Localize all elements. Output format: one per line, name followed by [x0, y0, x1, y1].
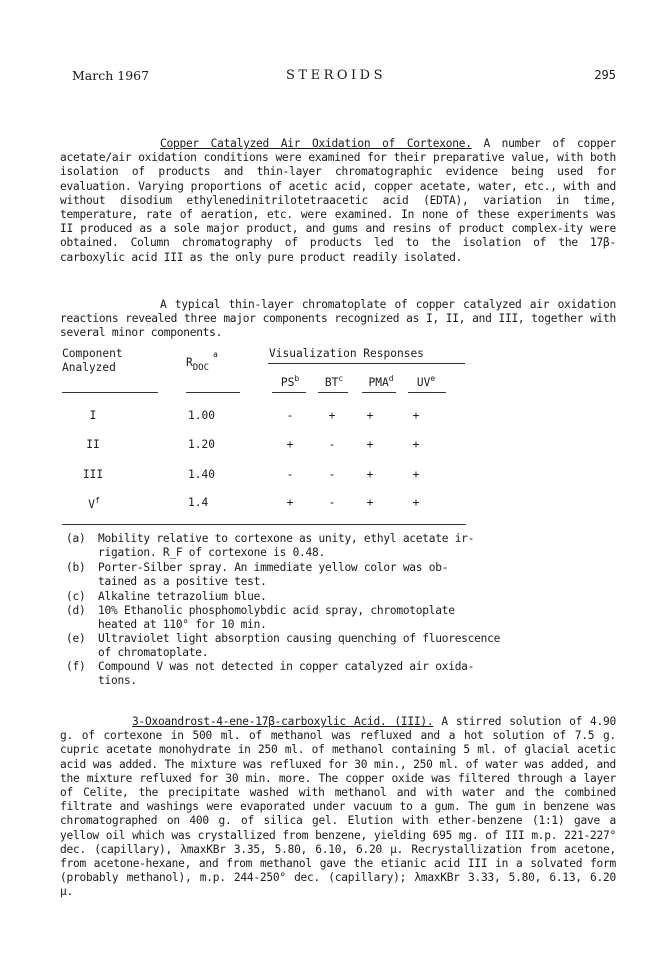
- cell-bt: -: [328, 438, 336, 451]
- r-subscript: DOC: [192, 363, 210, 373]
- cell-r: 1.4: [188, 496, 209, 509]
- rule-uv: [408, 392, 446, 393]
- cell-uv: +: [412, 496, 420, 509]
- sub-header-uv: $UV^e$: [416, 374, 436, 389]
- section-body: A stirred solution of 4.90 g. of cortexone in 500 ml. of methanol was refluxed and a hot solution of 7.5 g. cupric acetate monohydrate in 250 ml. of methanol containing 5 ml. of glacial acetic acid was added. The mixture was refluxed for 30 min., 250 ml. of water was added, and the mixture refluxed for 30 min. more. The copper oxide was filtered through a layer of Celite, the precipitate washed with methanol and with water and the combined filtrate and washings were evaporated under vacuum to a gum. The gum in benzene was chromatographed on 400 g. of silica gel. Elution with ether-benzene (1:1) gave a yellow oil which was crystallized from benzene, yielding 695 mg. of III m.p. 221-227° dec. (capillary), λmaxKBr 3.35, 5.80, 6.10, 6.20 μ. Recrystallization from acetone, from acetone-hexane, and from methanol gave the etianic acid III in a solvated form (probably methanol), m.p. 244-250° dec. (capillary); λmaxKBr 3.33, 5.80, 6.13, 6.20 μ.: [60, 715, 616, 899]
- sub-header-bt: $BT^c$: [324, 374, 344, 389]
- cell-ps: -: [286, 468, 294, 481]
- cell-r: 1.00: [188, 409, 215, 422]
- cell-pma: +: [366, 496, 374, 509]
- r-footnote-mark: a: [213, 350, 218, 359]
- header-journal: STEROIDS: [286, 68, 386, 83]
- cell-uv: +: [412, 409, 420, 422]
- paragraph-text: A typical thin-layer chromatoplate of copper catalyzed air oxidation reactions revealed three major components recognized as I, II, and III, together with several minor components.: [60, 298, 616, 340]
- cell-component: $V^f$: [88, 496, 100, 511]
- cell-pma: +: [366, 409, 374, 422]
- section-heading: 3-Oxoandrost-4-ene-17β-carboxylic Acid. (III).: [132, 715, 434, 728]
- cell-ps: +: [286, 438, 294, 451]
- cell-component: I: [89, 409, 97, 422]
- cell-ps: -: [286, 409, 294, 422]
- header-rule: [268, 363, 465, 364]
- column-header-r: [186, 350, 218, 373]
- cell-bt: -: [328, 468, 336, 481]
- sub-header-pma: PMA$^d$: [368, 374, 394, 389]
- rule-component: [62, 392, 158, 393]
- cell-uv: +: [412, 468, 420, 481]
- rule-bt: [318, 392, 348, 393]
- column-header-component: Component: [62, 347, 123, 360]
- cell-component: II: [86, 438, 100, 451]
- cell-pma: +: [366, 438, 374, 451]
- cell-uv: +: [412, 438, 420, 451]
- rule-ps: [272, 392, 306, 393]
- cell-bt: +: [328, 409, 336, 422]
- section-heading: Copper Catalyzed Air Oxidation of Cortexone.: [160, 137, 472, 150]
- section-body: A number of copper acetate/air oxidation conditions were examined for their preparative value, with both isolation of products and thin-layer chromatographic evidence being used for evaluation. Varying proportions of acetic acid, copper acetate, water, etc., with and without disodium ethylenedinitrilotetraacetic acid (EDTA), variation in time, temperature, rate of aeration, etc. were examined. In none of these experiments was II produced as a sole major product, and gums and resins of product complex-ity were obtained. Column chromatography of products led to the isolation of the 17β-carboxylic acid III as the only pure product readily isolated.: [60, 137, 616, 264]
- rule-r: [186, 392, 240, 393]
- table-bottom-rule: [62, 524, 466, 525]
- column-header-analyzed: Analyzed: [62, 361, 116, 374]
- cell-r: 1.20: [188, 438, 215, 451]
- section-etianic-acid: [60, 715, 616, 900]
- column-header-visualization: Visualization Responses: [269, 347, 424, 360]
- header-date: March 1967: [72, 68, 150, 83]
- cell-r: 1.40: [188, 468, 215, 481]
- cell-bt: -: [328, 496, 336, 509]
- sub-header-ps: $PS^b$: [280, 374, 300, 389]
- cell-pma: +: [366, 468, 374, 481]
- rule-pma: [362, 392, 396, 393]
- cell-component: III: [82, 468, 104, 481]
- header-page-number: 295: [594, 68, 616, 82]
- r-symbol: R: [186, 356, 193, 369]
- cell-ps: +: [286, 496, 294, 509]
